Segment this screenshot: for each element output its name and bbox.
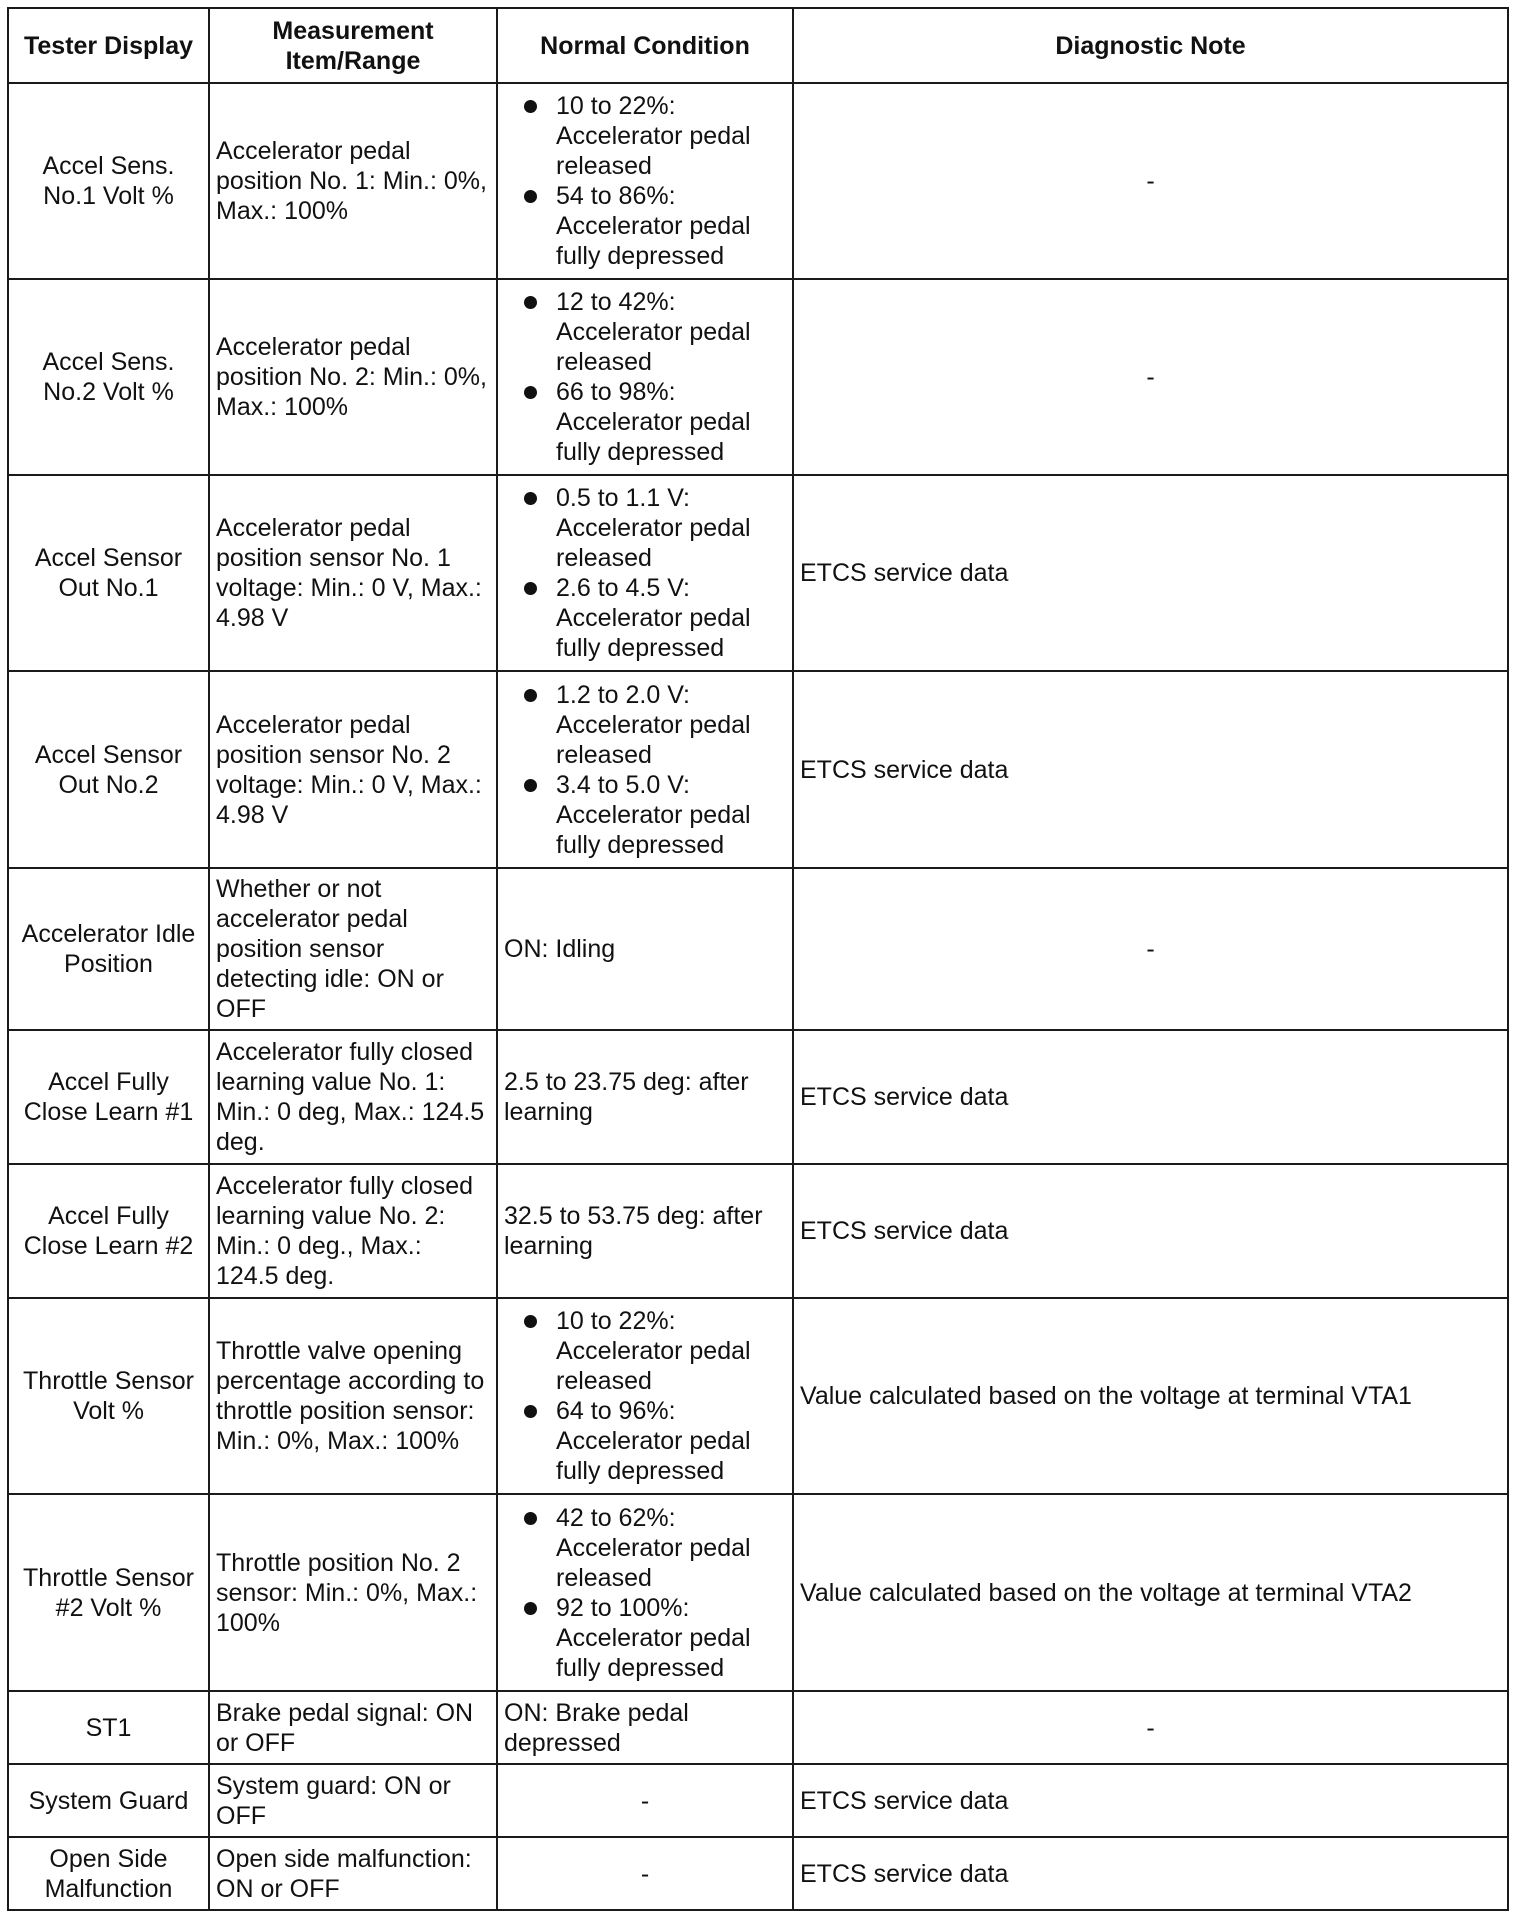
- normal-condition-cell: -: [497, 1837, 793, 1910]
- header-measurement: Measurement Item/Range: [209, 8, 497, 83]
- normal-condition-item: [504, 1503, 786, 1593]
- bullet-icon: [524, 1602, 537, 1615]
- normal-condition-cell: [497, 83, 793, 279]
- normal-condition-cell: [497, 1494, 793, 1691]
- data-monitor-table: [7, 7, 1509, 1911]
- normal-condition-item: [504, 483, 786, 573]
- measurement-cell: System guard: ON or OFF: [209, 1764, 497, 1837]
- measurement-cell: Open side malfunction: ON or OFF: [209, 1837, 497, 1910]
- normal-condition-item: [504, 287, 786, 377]
- normal-condition-text: 42 to 62%: Accelerator pedal released: [556, 1503, 751, 1592]
- measurement-cell: Accelerator fully closed learning value No. 1: Min.: 0 deg, Max.: 124.5 deg.: [209, 1030, 497, 1164]
- normal-condition-text: 3.4 to 5.0 V: Accelerator pedal fully depressed: [556, 770, 751, 859]
- tester-display-cell: Accel Fully Close Learn #1: [8, 1030, 209, 1164]
- table-row: [8, 279, 1508, 475]
- normal-condition-text: 92 to 100%: Accelerator pedal fully depressed: [556, 1593, 751, 1682]
- normal-condition-item: [504, 1396, 786, 1486]
- header-row: [8, 8, 1508, 83]
- diagnostic-note-cell: -: [793, 1691, 1508, 1764]
- normal-condition-list: [504, 1503, 786, 1683]
- diagnostic-note-cell: ETCS service data: [793, 1164, 1508, 1298]
- bullet-icon: [524, 100, 537, 113]
- measurement-cell: Whether or not accelerator pedal position sensor detecting idle: ON or OFF: [209, 868, 497, 1030]
- diagnostic-note-cell: -: [793, 868, 1508, 1030]
- normal-condition-text: 1.2 to 2.0 V: Accelerator pedal released: [556, 680, 751, 769]
- bullet-icon: [524, 779, 537, 792]
- table-row: [8, 1691, 1508, 1764]
- normal-condition-cell: -: [497, 1764, 793, 1837]
- diagnostic-note-cell: Value calculated based on the voltage at terminal VTA2: [793, 1494, 1508, 1691]
- bullet-icon: [524, 492, 537, 505]
- normal-condition-text: 10 to 22%: Accelerator pedal released: [556, 1307, 751, 1395]
- measurement-cell: Accelerator fully closed learning value No. 2: Min.: 0 deg., Max.: 124.5 deg.: [209, 1164, 497, 1298]
- normal-condition-text: 12 to 42%: Accelerator pedal released: [556, 288, 751, 376]
- measurement-cell: Accelerator pedal position sensor No. 2 voltage: Min.: 0 V, Max.: 4.98 V: [209, 671, 497, 868]
- normal-condition-list: [504, 1306, 786, 1486]
- normal-condition-item: [504, 181, 786, 271]
- measurement-cell: Throttle position No. 2 sensor: Min.: 0%, Max.: 100%: [209, 1494, 497, 1691]
- normal-condition-list: [504, 483, 786, 663]
- bullet-icon: [524, 582, 537, 595]
- normal-condition-text: 10 to 22%: Accelerator pedal released: [556, 92, 751, 180]
- tester-display-cell: Accel Fully Close Learn #2: [8, 1164, 209, 1298]
- table-row: [8, 1837, 1508, 1910]
- diagnostic-note-cell: ETCS service data: [793, 1837, 1508, 1910]
- normal-condition-text: 2.6 to 4.5 V: Accelerator pedal fully depressed: [556, 574, 751, 662]
- normal-condition-item: [504, 377, 786, 467]
- diagnostic-note-cell: -: [793, 83, 1508, 279]
- header-diagnostic-note: Diagnostic Note: [793, 8, 1508, 83]
- normal-condition-cell: [497, 671, 793, 868]
- diagnostic-note-cell: ETCS service data: [793, 671, 1508, 868]
- header-normal-condition: Normal Condition: [497, 8, 793, 83]
- table-row: [8, 1298, 1508, 1494]
- normal-condition-text: 0.5 to 1.1 V: Accelerator pedal released: [556, 484, 751, 572]
- normal-condition-cell: 2.5 to 23.75 deg: after learning: [497, 1030, 793, 1164]
- bullet-icon: [524, 296, 537, 309]
- bullet-icon: [524, 190, 537, 203]
- normal-condition-text: 64 to 96%: Accelerator pedal fully depressed: [556, 1397, 751, 1485]
- table-row: [8, 1764, 1508, 1837]
- diagnostic-note-cell: -: [793, 279, 1508, 475]
- table-row: [8, 1494, 1508, 1691]
- diagnostic-note-cell: ETCS service data: [793, 1030, 1508, 1164]
- measurement-cell: Accelerator pedal position sensor No. 1 voltage: Min.: 0 V, Max.: 4.98 V: [209, 475, 497, 671]
- normal-condition-cell: [497, 475, 793, 671]
- normal-condition-text: 66 to 98%: Accelerator pedal fully depressed: [556, 378, 751, 466]
- normal-condition-item: [504, 91, 786, 181]
- tester-display-cell: System Guard: [8, 1764, 209, 1837]
- tester-display-cell: Open Side Malfunction: [8, 1837, 209, 1910]
- diagnostic-note-cell: Value calculated based on the voltage at terminal VTA1: [793, 1298, 1508, 1494]
- bullet-icon: [524, 1315, 537, 1328]
- normal-condition-item: [504, 1306, 786, 1396]
- table-row: [8, 475, 1508, 671]
- header-tester-display: Tester Display: [8, 8, 209, 83]
- measurement-cell: Brake pedal signal: ON or OFF: [209, 1691, 497, 1764]
- measurement-cell: Accelerator pedal position No. 1: Min.: 0%, Max.: 100%: [209, 83, 497, 279]
- tester-display-cell: Accel Sens. No.2 Volt %: [8, 279, 209, 475]
- bullet-icon: [524, 1405, 537, 1418]
- tester-display-cell: ST1: [8, 1691, 209, 1764]
- tester-display-cell: Accelerator Idle Position: [8, 868, 209, 1030]
- normal-condition-cell: ON: Idling: [497, 868, 793, 1030]
- normal-condition-cell: [497, 279, 793, 475]
- tester-display-cell: Accel Sensor Out No.1: [8, 475, 209, 671]
- bullet-icon: [524, 386, 537, 399]
- table-row: [8, 671, 1508, 868]
- normal-condition-item: [504, 1593, 786, 1683]
- table-row: [8, 1164, 1508, 1298]
- diagnostic-note-cell: ETCS service data: [793, 1764, 1508, 1837]
- tester-display-cell: Throttle Sensor #2 Volt %: [8, 1494, 209, 1691]
- normal-condition-cell: [497, 1298, 793, 1494]
- normal-condition-cell: 32.5 to 53.75 deg: after learning: [497, 1164, 793, 1298]
- normal-condition-item: [504, 770, 786, 860]
- normal-condition-item: [504, 573, 786, 663]
- table-row: [8, 868, 1508, 1030]
- table-row: [8, 1030, 1508, 1164]
- table-row: [8, 83, 1508, 279]
- tester-display-cell: Throttle Sensor Volt %: [8, 1298, 209, 1494]
- table-body: [8, 83, 1508, 1910]
- bullet-icon: [524, 1512, 537, 1525]
- normal-condition-list: [504, 680, 786, 860]
- tester-display-cell: Accel Sensor Out No.2: [8, 671, 209, 868]
- normal-condition-item: [504, 680, 786, 770]
- normal-condition-list: [504, 287, 786, 467]
- tester-display-cell: Accel Sens. No.1 Volt %: [8, 83, 209, 279]
- normal-condition-cell: ON: Brake pedal depressed: [497, 1691, 793, 1764]
- bullet-icon: [524, 689, 537, 702]
- measurement-cell: Throttle valve opening percentage according to throttle position sensor: Min.: 0%, Max.: 100%: [209, 1298, 497, 1494]
- measurement-cell: Accelerator pedal position No. 2: Min.: 0%, Max.: 100%: [209, 279, 497, 475]
- normal-condition-list: [504, 91, 786, 271]
- diagnostic-note-cell: ETCS service data: [793, 475, 1508, 671]
- normal-condition-text: 54 to 86%: Accelerator pedal fully depressed: [556, 182, 751, 270]
